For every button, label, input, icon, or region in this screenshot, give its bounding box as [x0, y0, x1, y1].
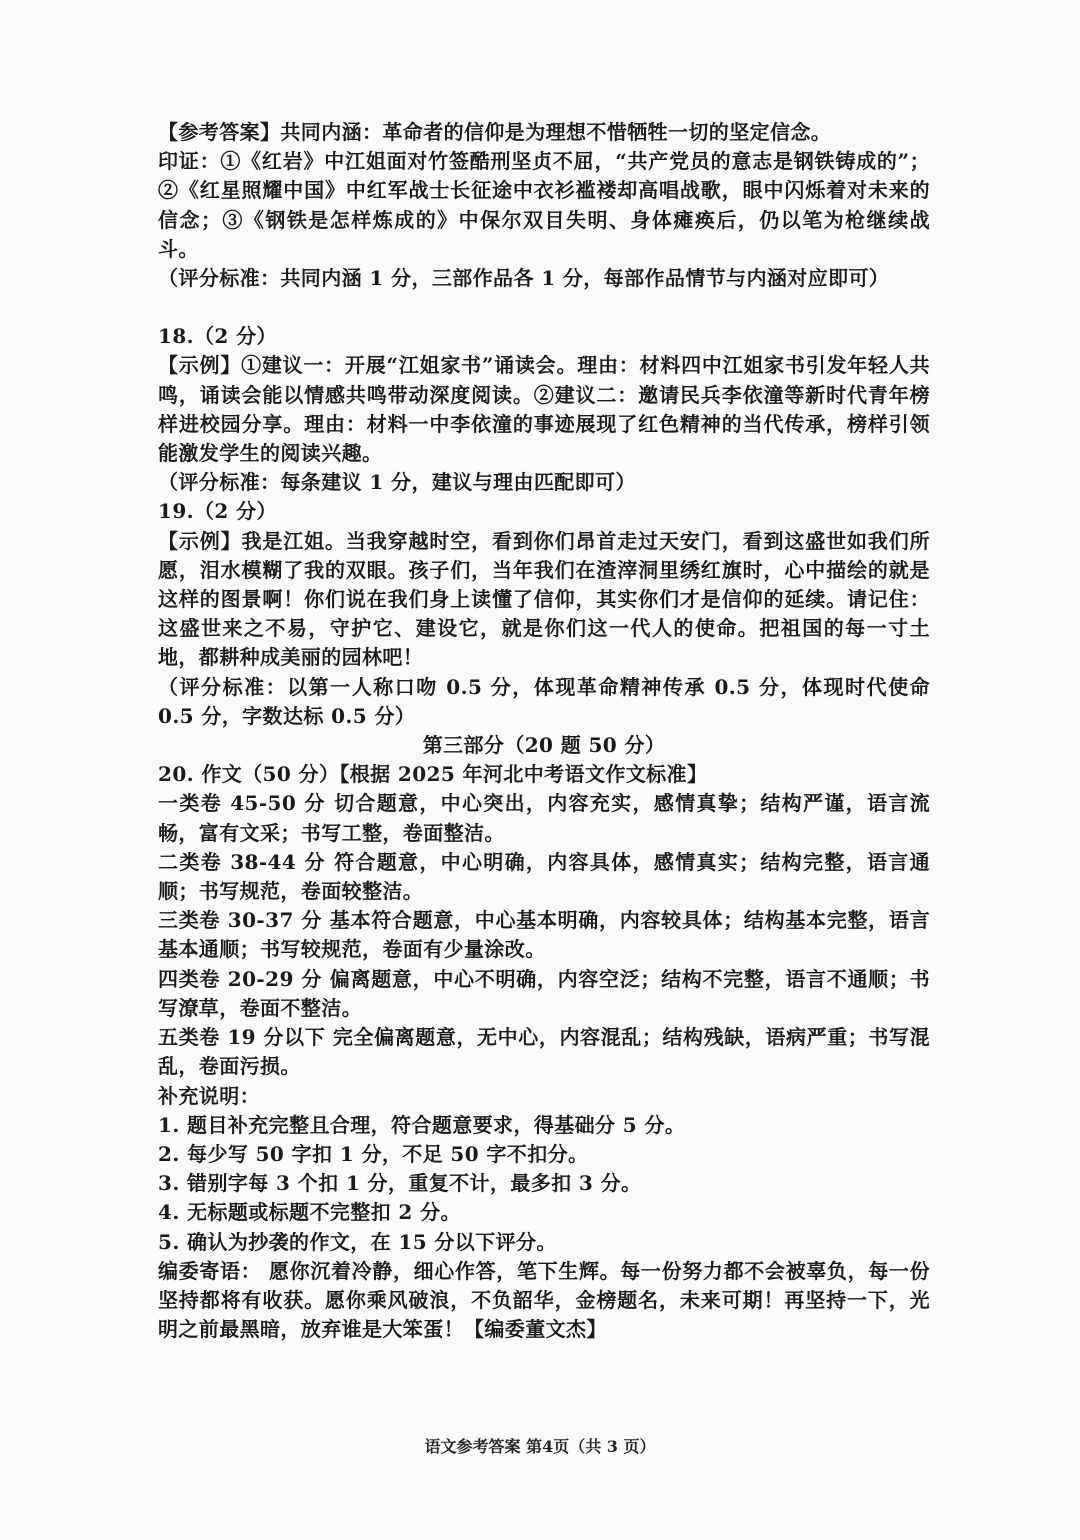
supplement-item: 5. 确认为抄袭的作文，在 15 分以下评分。	[158, 1229, 557, 1254]
question-18-example: 【示例】①建议一：开展“江姐家书”诵读会。理由：材料四中江姐家书引发年轻人共鸣，诵读会能以情感共鸣带动深度阅读。②建议二：邀请民兵李依潼等新时代青年榜样进校园分享。理由：材料一中李依潼的事迹展现了红色精神的当代传承，榜样引领能激发学生的阅读兴趣。	[158, 353, 930, 466]
question-18-scoring: （评分标准：每条建议 1 分，建议与理由匹配即可）	[158, 470, 636, 495]
answer-17-evidence: 印证：①《红岩》中江姐面对竹签酷刑坚贞不屈，“共产党员的意志是钢铁铸成的”；②《红星照耀中国》中红军战士长征途中衣衫褴褛却高唱战歌，眼中闪烁着对未来的信念；③《钢铁是怎样炼成的》中保尔双目失明、身体瘫痪后，仍以笔为枪继续战斗。	[158, 149, 930, 261]
supplement-item: 1. 题目补充完整且合理，符合题意要求，得基础分 5 分。	[158, 1112, 686, 1137]
grade-level-2: 二类卷 38-44 分 符合题意，中心明确，内容具体，感情真实；结构完整，语言通顺；书写规范，卷面较整洁。	[158, 849, 930, 904]
editor-message: 编委寄语： 愿你沉着冷静，细心作答，笔下生辉。每一份努力都不会被辜负，每一份坚持都将有收获。愿你乘风破浪，不负韶华，金榜题名，未来可期！再坚持一下，光明之前最黑暗，放弃谁是大笨蛋！【编委董文杰】	[158, 1258, 930, 1342]
part-3-title: 第三部分（20 题 50 分）	[422, 733, 666, 758]
grade-level-3: 三类卷 30-37 分 基本符合题意，中心基本明确，内容较具体；结构基本完整，语言基本通顺；书写较规范，卷面有少量涂改。	[158, 908, 930, 962]
supplement-item: 3. 错别字每 3 个扣 1 分，重复不计，最多扣 3 分。	[158, 1171, 642, 1196]
supplement-item: 4. 无标题或标题不完整扣 2 分。	[158, 1200, 461, 1225]
answer-content	[158, 118, 930, 1344]
question-19-example: 【示例】我是江姐。当我穿越时空，看到你们昂首走过天安门，看到这盛世如我们所愿，泪水模糊了我的双眼。孩子们，当年我们在渣滓洞里绣红旗时，心中描绘的就是这样的图景啊！你们说在我们身上读懂了信仰，其实你们才是信仰的延续。请记住：这盛世来之不易，守护它、建设它，就是你们这一代人的使命。把祖国的每一寸土地，都耕种成美丽的园林吧！	[158, 528, 930, 670]
grade-level-5: 五类卷 19 分以下 完全偏离题意，无中心，内容混乱；结构残缺，语病严重；书写混乱，卷面污损。	[158, 1025, 930, 1079]
question-18-heading: 18.（2 分）	[158, 324, 277, 349]
supplement-item: 2. 每少写 50 字扣 1 分，不足 50 字不扣分。	[158, 1141, 589, 1166]
answer-17-scoring: （评分标准：共同内涵 1 分，三部作品各 1 分，每部作品情节与内涵对应即可）	[158, 266, 890, 291]
question-19-scoring: （评分标准：以第一人称口吻 0.5 分，体现革命精神传承 0.5 分，体现时代使命 0.5 分，字数达标 0.5 分）	[158, 674, 930, 728]
answer-17-reference: 【参考答案】共同内涵：革命者的信仰是为理想不惜牺牲一切的坚定信念。	[158, 120, 832, 144]
grade-level-1: 一类卷 45-50 分 切合题意，中心突出，内容充实，感情真挚；结构严谨，语言流畅，富有文采；书写工整，卷面整洁。	[158, 791, 930, 845]
page-footer: 语文参考答案 第4页（共 3 页）	[424, 1437, 656, 1456]
grade-level-4: 四类卷 20-29 分 偏离题意，中心不明确，内容空泛；结构不完整，语言不通顺；书写潦草，卷面不整洁。	[158, 966, 930, 1020]
question-19-heading: 19.（2 分）	[158, 499, 277, 524]
supplement-heading: 补充说明：	[158, 1083, 260, 1108]
question-20-heading: 20. 作文（50 分）【根据 2025 年河北中考语文作文标准】	[158, 762, 708, 787]
spacer	[158, 293, 930, 322]
